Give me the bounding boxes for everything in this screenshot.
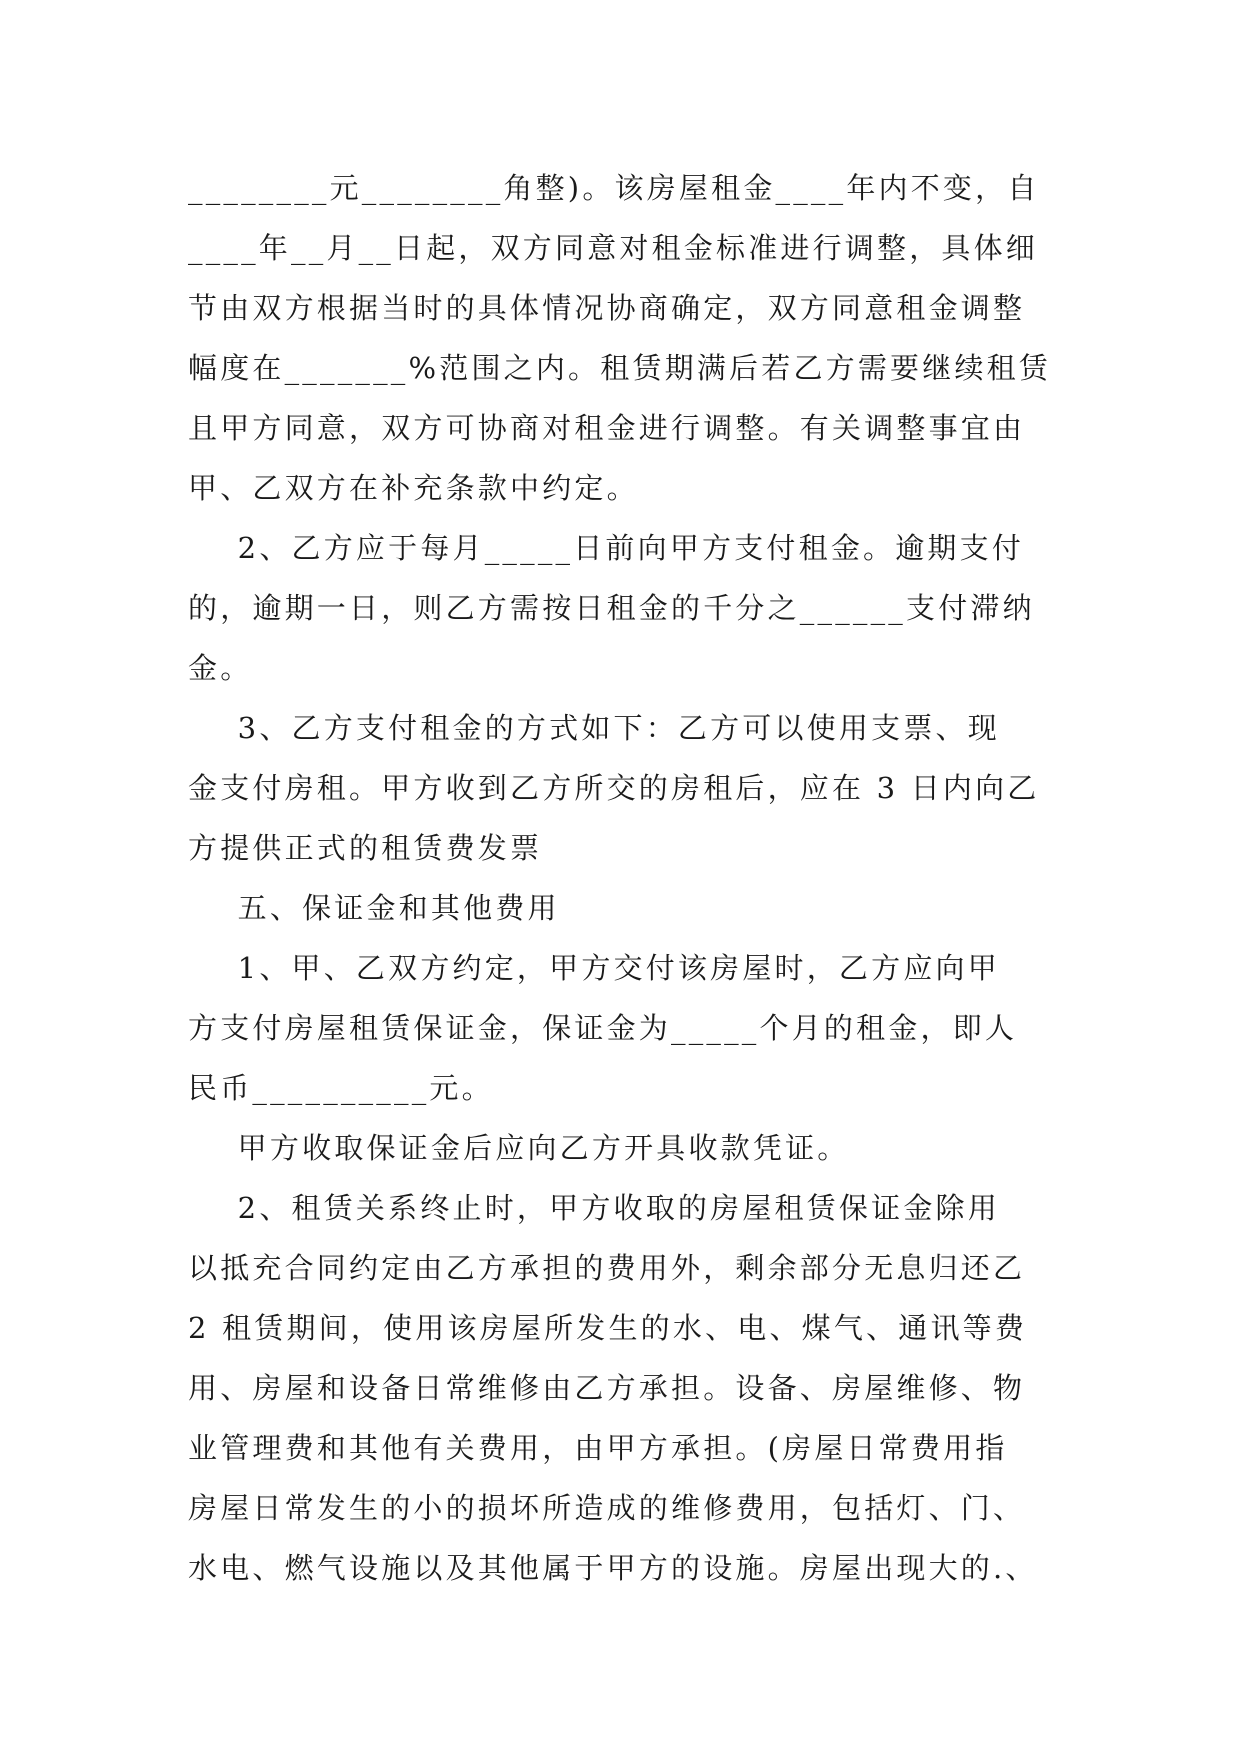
text-line: ________元________角整)。该房屋租金____年内不变，自 <box>188 171 1040 205</box>
text-line: 2、租赁关系终止时，甲方收取的房屋租赁保证金除用 <box>188 1191 1000 1225</box>
document-body <box>188 158 1058 1598</box>
text-line: 业管理费和其他有关费用，由甲方承担。(房屋日常费用指 <box>188 1431 1008 1465</box>
text-line: 方支付房屋租赁保证金，保证金为_____个月的租金，即人 <box>188 1011 1018 1045</box>
text-line: 民币__________元。 <box>188 1071 494 1105</box>
text-line: ____年__月__日起，双方同意对租金标准进行调整，具体细 <box>188 231 1039 265</box>
text-line: 用、房屋和设备日常维修由乙方承担。设备、房屋维修、物 <box>188 1371 1026 1405</box>
text-line: 金。 <box>188 651 253 685</box>
text-line: 甲、乙双方在补充条款中约定。 <box>188 471 639 505</box>
section-heading: 五、保证金和其他费用 <box>188 891 560 925</box>
text-line: 方提供正式的租赁费发票 <box>188 831 543 865</box>
text-line: 2、乙方应于每月_____日前向甲方支付租金。逾期支付 <box>188 531 1025 565</box>
text-line: 的，逾期一日，则乙方需按日租金的千分之______支付滞纳 <box>188 591 1035 625</box>
text-line: 1、甲、乙双方约定，甲方交付该房屋时，乙方应向甲 <box>188 951 1000 985</box>
text-line: 以抵充合同约定由乙方承担的费用外，剩余部分无息归还乙 <box>188 1251 1026 1285</box>
text-line: 甲方收取保证金后应向乙方开具收款凭证。 <box>188 1131 850 1165</box>
text-line: 金支付房租。甲方收到乙方所交的房租后，应在 3 日内向乙 <box>188 771 1040 805</box>
text-line: 3、乙方支付租金的方式如下：乙方可以使用支票、现 <box>188 711 1000 745</box>
text-line: 且甲方同意，双方可协商对租金进行调整。有关调整事宜由 <box>188 411 1026 445</box>
text-line: 水电、燃气设施以及其他属于甲方的设施。房屋出现大的.、 <box>188 1551 1038 1585</box>
text-line: 2 租赁期间，使用该房屋所发生的水、电、煤气、通讯等费 <box>188 1311 1028 1345</box>
text-line: 节由双方根据当时的具体情况协商确定，双方同意租金调整 <box>188 291 1026 325</box>
text-line: 房屋日常发生的小的损坏所造成的维修费用，包括灯、门、 <box>188 1491 1026 1525</box>
text-line: 幅度在_______%范围之内。租赁期满后若乙方需要继续租赁 <box>188 351 1052 385</box>
